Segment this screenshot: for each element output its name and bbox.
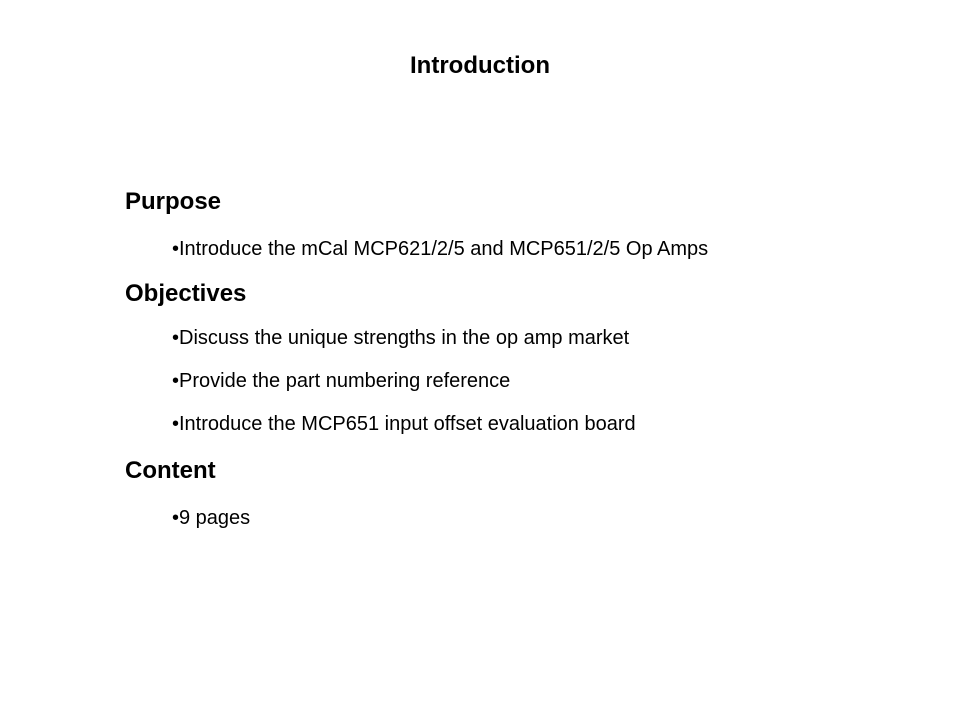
purpose-bullet: •Introduce the mCal MCP621/2/5 and MCP651/2/5 Op Amps <box>172 238 709 260</box>
objectives-bullet-strengths: •Discuss the unique strengths in the op amp market <box>172 327 630 349</box>
objectives-bullet-part-numbering: •Provide the part numbering reference <box>172 370 511 392</box>
objectives-bullet-eval-board: •Introduce the MCP651 input offset evaluation board <box>172 413 636 435</box>
content-heading: Content <box>125 457 216 484</box>
slide-title: Introduction <box>410 52 550 79</box>
content-bullet-pages: •9 pages <box>172 507 251 529</box>
objectives-heading: Objectives <box>125 280 247 307</box>
purpose-heading: Purpose <box>125 188 222 215</box>
